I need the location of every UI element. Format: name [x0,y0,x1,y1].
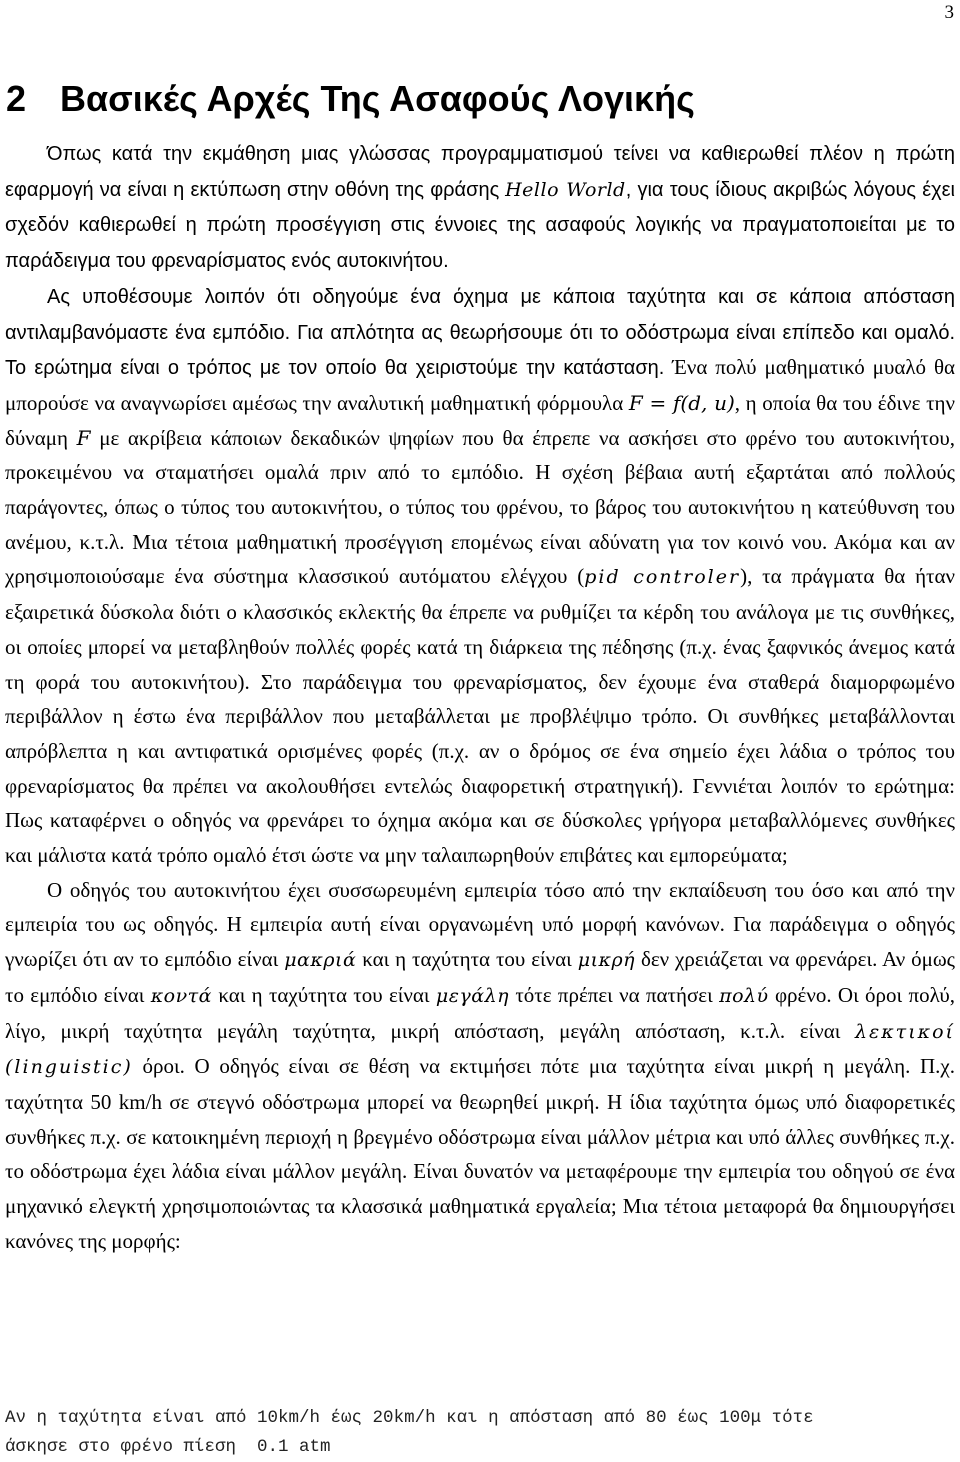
page-number: 3 [944,2,954,23]
pid-controller-term: pid controler [584,566,741,589]
document-body [5,136,955,1259]
term-poly: πολύ [719,984,769,1007]
paragraph-braking-problem: Ας υποθέσουμε λοιπόν ότι οδηγούμε ένα όχημα με κάποια ταχύτητα και σε κάποια απόσταση αντιλαμβανόμαστε ένα εμπόδιο. Για απλότητα ας θεωρήσουμε ότι το οδόστρωμα είναι επίπεδο και ομαλό. Το ερώτημα είναι ο τρόπος με τον οποίο θα χειριστούμε την κατάσταση. Ένα πολύ μαθηματικό μυαλό θα μπορούσε να αναγνωρίσει αμέσως την αναλυτική μαθηματική φόρμουλα F = f(d, u), η οποία θα του έδινε την δύναμη F με ακρίβεια κάποιων δεκαδικών ψηφίων που θα έπρεπε να ασκήσει στο φρένο του αυτοκινήτου, προκειμένου να σταματήσει ομαλά πριν από το εμπόδιο. Η σχέση βέβαια αυτή εξαρτάται από πολλούς παράγοντες, όπως ο τύπος του αυτοκινήτου, ο τύπος του φρένου, το βάρος του αυτοκινήτου η κατεύθυνση του ανέμου, κ.τ.λ. Μια τέτοια μαθηματική προσέγγιση επομένως είναι αδύνατη για τον κοινό νου. Ακόμα και αν χρησιμοποιούσαμε ένα σύστημα κλασσικού αυτόματου ελέγχου (pid controler), τα πράγματα θα ήταν εξαιρετικά δύσκολα διότι ο κλασσικός εκλεκτής θα έπρεπε να ρυθμίζει τα κέρδη του ανάλογα με τις συνθήκες, οι οποίες μπορεί να μεταβληθούν πολλές φορές κατά τη διάρκεια της πέδησης (π.χ. ένας ξαφνικός άνεμος κατά τη φορά του αυτοκινήτου). Στο παράδειγμα του φρεναρίσματος, δεν έχουμε ένα σταθερά διαμορφωμένο περιβάλλον η έστω ένα περιβάλλον που μεταβάλλεται με προβλέψιμο τρόπο. Οι συνθήκες μεταβάλλονται απρόβλεπτα η και αντιφατικά ορισμένες φορές (π.χ. αν ο δρόμος σε ένα σημείο έχει λάδια ο τρόπος του φρεναρίσματος θα πρέπει να ακολουθήσει εντελώς διαφορετική στρατηγική). Γεννιέται λοιπόν το ερώτημα: Πως καταφέρνει ο οδηγός να φρενάρει το όχημα ακόμα και σε δύσκολες γρήγορα μεταβαλλόμενες συνθήκες και μάλιστα κατά τρόπο ομαλό έτσι ώστε να μην ταλαιπωρηθούν επιβάτες και εμπορεύματα; [5,285,956,868]
term-makria: μακριά [284,949,357,972]
paragraph-intro: Όπως κατά την εκμάθηση μιας γλώσσας προγραμματισμού τείνει να καθιερωθεί πλέον η πρώτη εφαρμογή να είναι η εκτύπωση στην οθόνη της φράσης Hello World, για τους ίδιους ακριβώς λόγους έχει σχεδόν καθιερωθεί η πρώτη προσέγγιση στις έννοιες της ασαφούς λογικής να πραγματοποιείται με το παράδειγμα του φρεναρίσματος ενός αυτοκινήτου. [5,143,956,273]
force-symbol: F [76,425,91,450]
example-rule [5,1404,957,1462]
term-linguistic: λεκτικοί (linguistic) [5,1020,955,1079]
section-heading [6,78,695,120]
rule-line-2: άσκησε στο φρένο πίεση 0.1 atm [5,1437,331,1457]
section-number: 2 [6,78,27,119]
term-megali: μεγάλη [435,984,510,1007]
hello-world-term: Hello World [505,178,626,201]
braking-formula: F = f(d, u) [628,390,735,415]
term-mikri: μικρή [577,949,636,972]
rule-line-1: Αν η ταχύτητα είναι από 10km/h έως 20km/h και η απόσταση από 80 έως 100μ τότε [5,1408,814,1428]
paragraph-driver-experience: Ο οδηγός του αυτοκινήτου έχει συσσωρευμένη εμπειρία τόσο από την εκπαίδευση του όσο και από την εμπειρία του ως οδηγός. Η εμπειρία αυτή είναι οργανωμένη υπό μορφή κανόνων. Για παράδειγμα ο οδηγός γνωρίζει ότι αν το εμπόδιο είναι μακριά και η ταχύτητα του είναι μικρή δεν χρειάζεται να φρενάρει. Αν όμως το εμπόδιο είναι κοντά και η ταχύτητα του είναι μεγάλη τότε πρέπει να πατήσει πολύ φρένο. Οι όροι πολύ, λίγο, μικρή ταχύτητα μεγάλη ταχύτητα, μικρή απόσταση, μεγάλη απόσταση, κ.τ.λ. είναι λεκτικοί (linguistic) όροι. Ο οδηγός είναι σε θέση να εκτιμήσει πότε μια ταχύτητα είναι μικρή η μεγάλη. Π.χ. ταχύτητα 50 km/h σε στεγνό οδόστρωμα μπορεί να θεωρηθεί μικρή. Η ίδια ταχύτητα όμως υπό διαφορετικές συνθήκες π.χ. σε κατοικημένη περιοχή η βρεγμένο οδόστρωμα είναι μάλλον μέτρια και υπό άλλες συνθήκες π.χ. το οδόστρωμα έχει λάδια είναι μάλλον μεγάλη. Είναι δυνατόν να μεταφέρουμε την εμπειρία του οδηγού σε ένα μηχανικό ελεγκτή χρησιμοποιώντας τα κλασσικά μαθηματικά εργαλεία; Μια τέτοια μεταφορά θα δημιουργήσει κανόνες της μορφής: [5,877,956,1253]
term-konta: κοντά [150,984,213,1007]
section-title: Βασικές Αρχές Της Ασαφούς Λογικής [60,78,695,119]
